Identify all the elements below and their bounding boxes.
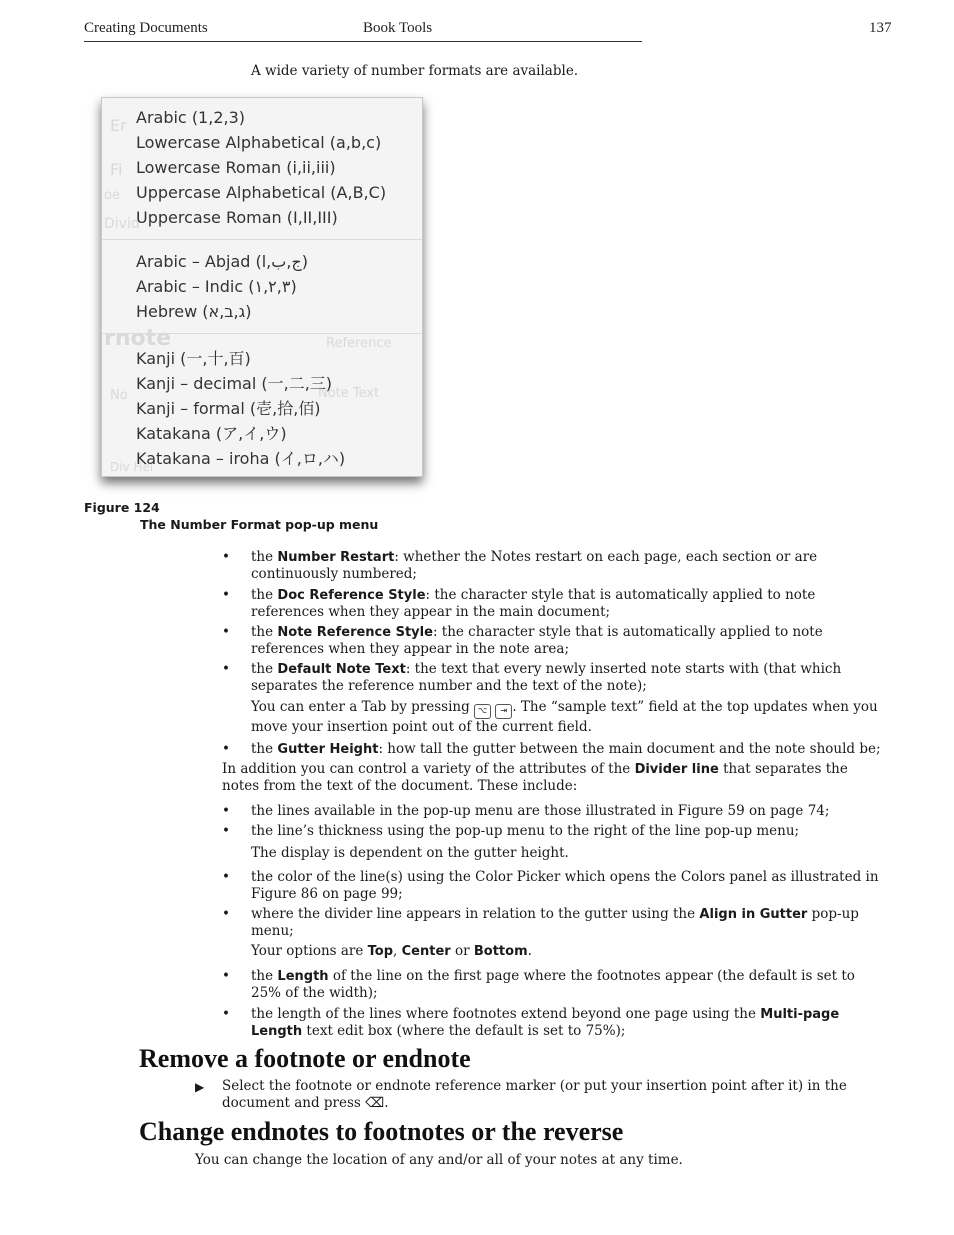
- step-arrow-icon: ▶: [195, 1080, 205, 1094]
- menu-background-fragment: Div Hei: [110, 460, 154, 474]
- menu-item-lowercase-roman[interactable]: Lowercase Roman (i,ii,iii): [136, 158, 336, 177]
- menu-background-fragment: No: [110, 388, 128, 403]
- menu-background-fragment: oe: [104, 188, 120, 203]
- heading-remove-footnote: Remove a footnote or endnote: [139, 1044, 471, 1073]
- menu-item-arabic[interactable]: Arabic (1,2,3): [136, 108, 246, 127]
- heading-change-endnotes: Change endnotes to footnotes or the reverse: [139, 1117, 624, 1146]
- menu-background-fragment: Er: [110, 116, 127, 135]
- menu-separator: [102, 333, 422, 334]
- option-key-icon: ⌥: [474, 704, 491, 719]
- menu-background-fragment: Fi: [110, 160, 123, 179]
- bullet-line-color: the color of the line(s) using the Color Picker which opens the Colors panel as illustrated in Figure 86 on page 99;: [251, 869, 879, 902]
- figure-label: Figure 124: [84, 500, 160, 515]
- display-note: The display is dependent on the gutter height.: [251, 845, 569, 861]
- menu-item-kanji-decimal[interactable]: Kanji – decimal (一,二,三): [136, 374, 333, 393]
- menu-item-katakana-iroha[interactable]: Katakana – iroha (イ,ロ,ハ): [136, 449, 346, 468]
- menu-separator: [102, 239, 422, 240]
- change-endnotes-body: You can change the location of any and/or all of your notes at any time.: [195, 1152, 683, 1168]
- bullet-default-note-text: the Default Note Text: the text that every newly inserted note starts with (that which separates the reference number and the text of the note);: [251, 661, 842, 694]
- bullet-glyph: •: [222, 661, 230, 677]
- divider-line-paragraph: In addition you can control a variety of the attributes of the Divider line that separates the notes from the text of the document. These include:: [222, 761, 848, 794]
- intro-caption: A wide variety of number formats are available.: [251, 63, 579, 79]
- menu-item-arabic-abjad[interactable]: Arabic – Abjad (ج,ب,ا): [136, 252, 308, 271]
- bullet-gutter-height: the Gutter Height: how tall the gutter between the main document and the note should be;: [251, 741, 881, 757]
- bullet-glyph: •: [222, 587, 230, 603]
- number-format-popup-menu: [101, 97, 423, 477]
- bullet-glyph: •: [222, 968, 230, 984]
- bullet-glyph: •: [222, 823, 230, 839]
- bullet-number-restart: the Number Restart: whether the Notes restart on each page, each section or are continuously numbered;: [251, 549, 818, 582]
- remove-footnote-step: Select the footnote or endnote reference marker (or put your insertion point after it) in the document and press ⌫.: [222, 1078, 847, 1111]
- menu-item-katakana[interactable]: Katakana (ア,イ,ウ): [136, 424, 287, 443]
- options-note: Your options are Top, Center or Bottom.: [251, 943, 532, 959]
- menu-item-arabic-indic[interactable]: Arabic – Indic (١,٢,٣): [136, 277, 297, 296]
- bullet-glyph: •: [222, 741, 230, 757]
- tab-note: You can enter a Tab by pressing ⌥ ⇥ . The “sample text” field at the top updates when you move your insertion point out of the current field.: [251, 699, 878, 735]
- menu-item-uppercase-roman[interactable]: Uppercase Roman (I,II,III): [136, 208, 338, 227]
- bullet-glyph: •: [222, 549, 230, 565]
- bullet-glyph: •: [222, 906, 230, 922]
- menu-background-fragment: Reference: [326, 336, 392, 351]
- running-header-section: Book Tools: [363, 20, 433, 36]
- bullet-multi-page-length: the length of the lines where footnotes extend beyond one page using the Multi-page Length text edit box (where the default is set to 75%);: [251, 1006, 840, 1039]
- menu-item-kanji-formal[interactable]: Kanji – formal (壱,拾,佰): [136, 399, 321, 418]
- menu-item-hebrew[interactable]: Hebrew (ג,ב,א): [136, 302, 252, 321]
- bullet-length: the Length of the line on the first page where the footnotes appear (the default is set to 25% of the width);: [251, 968, 855, 1001]
- bullet-note-reference-style: the Note Reference Style: the character style that is automatically applied to note references when they appear in the note area;: [251, 624, 823, 657]
- bullet-line-thickness: the line’s thickness using the pop-up menu to the right of the line pop-up menu;: [251, 823, 800, 839]
- menu-item-lowercase-alphabetical[interactable]: Lowercase Alphabetical (a,b,c): [136, 133, 382, 152]
- bullet-align-in-gutter: where the divider line appears in relation to the gutter using the Align in Gutter pop-up menu;: [251, 906, 859, 939]
- menu-background-fragment: Note Text: [318, 386, 380, 401]
- bullet-glyph: •: [222, 624, 230, 640]
- menu-background-fragment: Divid: [104, 216, 140, 232]
- bullet-doc-reference-style: the Doc Reference Style: the character style that is automatically applied to note references when they appear in the main document;: [251, 587, 816, 620]
- tab-key-icon: ⇥: [495, 704, 512, 719]
- header-rule: [84, 41, 642, 42]
- bullet-glyph: •: [222, 869, 230, 885]
- menu-background-fragment: rnote: [104, 326, 172, 351]
- figure-title: The Number Format pop-up menu: [140, 517, 379, 532]
- page-number: 137: [869, 20, 892, 36]
- running-header-chapter: Creating Documents: [84, 20, 208, 36]
- bullet-lines-available: the lines available in the pop-up menu are those illustrated in Figure 59 on page 74;: [251, 803, 830, 819]
- bullet-glyph: •: [222, 1006, 230, 1022]
- bullet-glyph: •: [222, 803, 230, 819]
- menu-item-kanji[interactable]: Kanji (一,十,百): [136, 349, 251, 368]
- menu-item-uppercase-alphabetical[interactable]: Uppercase Alphabetical (A,B,C): [136, 183, 387, 202]
